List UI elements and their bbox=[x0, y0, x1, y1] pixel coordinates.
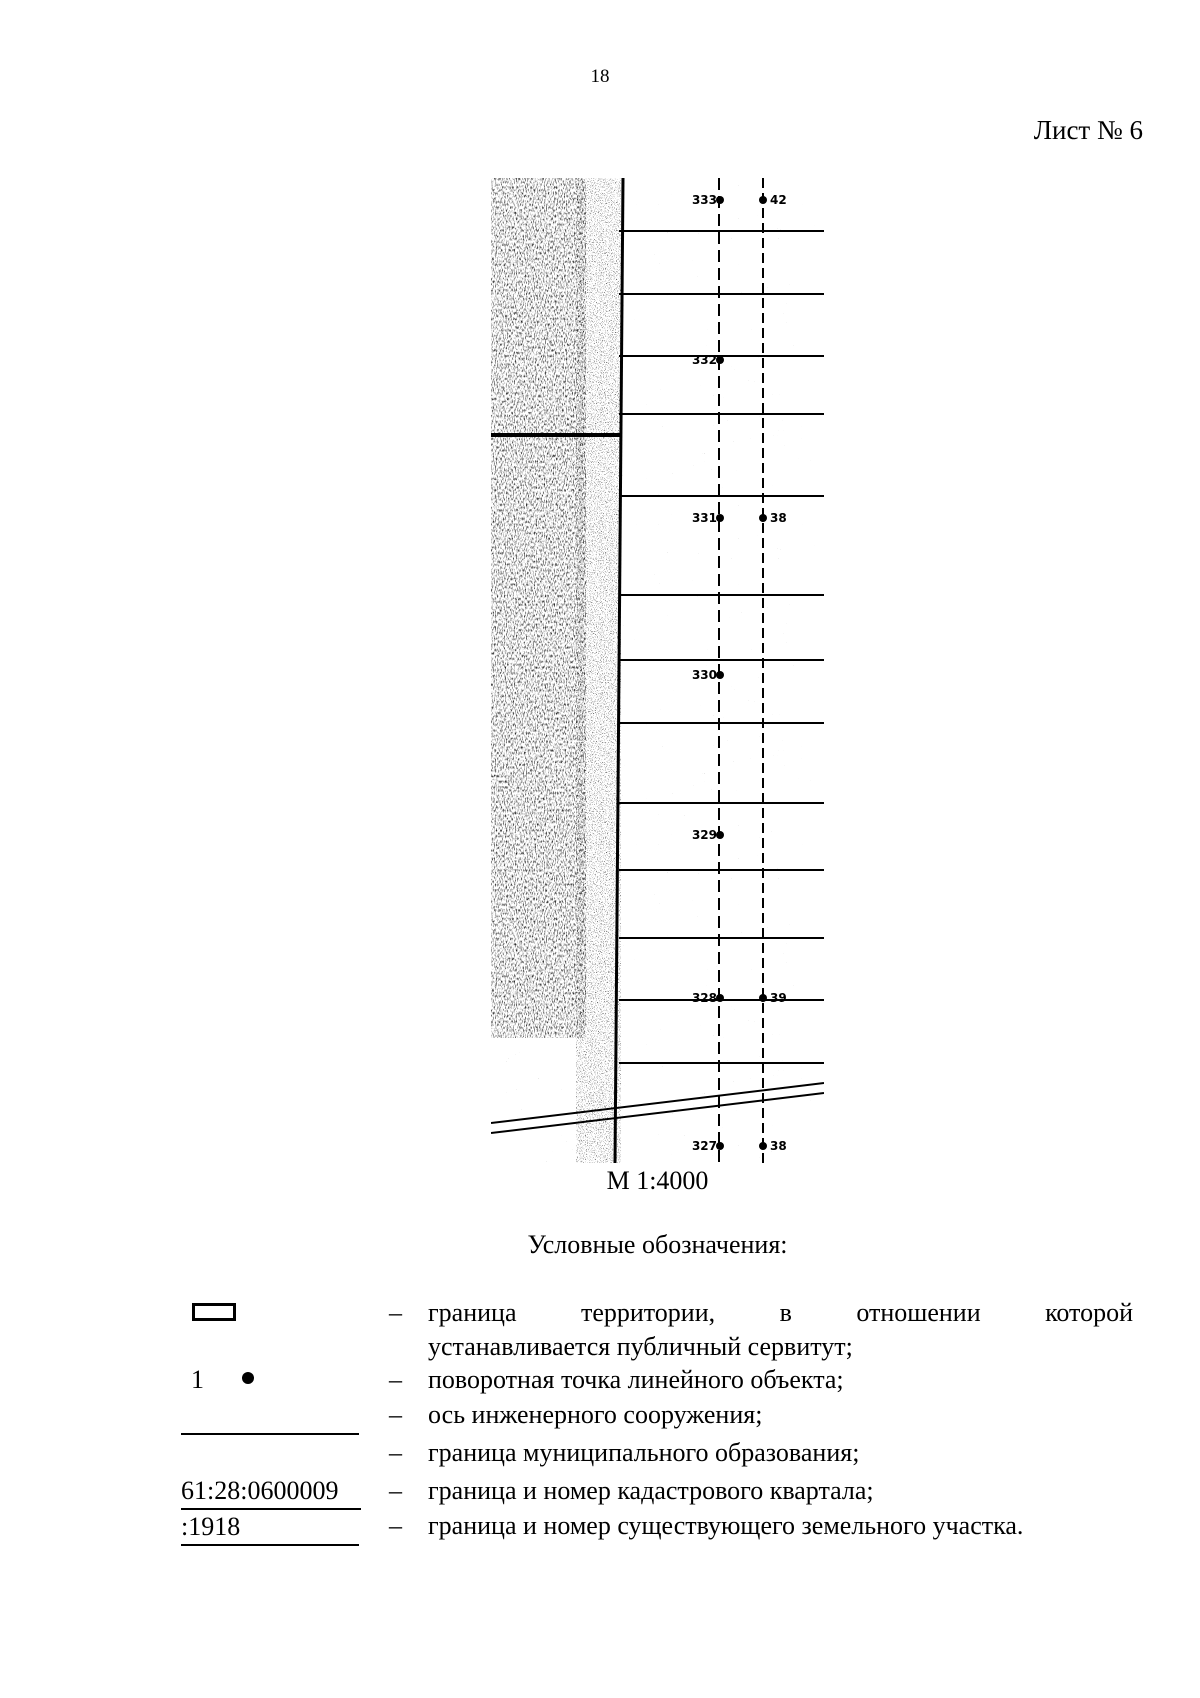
point-label: 38 bbox=[770, 1139, 787, 1153]
legend-symbol-cadastral bbox=[181, 1474, 361, 1546]
legend-text: ось инженерного сооружения; bbox=[428, 1400, 763, 1429]
legend-symbol-boundary-rect bbox=[181, 1296, 361, 1330]
turning-point bbox=[716, 196, 724, 204]
legend-text: граница муниципального образования; bbox=[428, 1438, 860, 1467]
legend-text: граница и номер существующего земельного участка. bbox=[428, 1511, 1024, 1540]
legend-title: Условные обозначения: bbox=[527, 1230, 788, 1259]
point-label: 329 bbox=[691, 828, 717, 842]
legend-dash: – bbox=[389, 1365, 402, 1394]
turning-point bbox=[716, 671, 724, 679]
legend-row-turning-point bbox=[181, 1363, 1133, 1397]
legend-dash: – bbox=[389, 1438, 402, 1467]
point-label: 330 bbox=[691, 668, 717, 682]
point-number: 1 bbox=[191, 1365, 204, 1394]
legend-symbol-point bbox=[181, 1363, 361, 1397]
point-label: 39 bbox=[770, 991, 787, 1005]
dot-icon bbox=[242, 1372, 254, 1384]
point-label: 331 bbox=[691, 511, 717, 525]
legend-text: граница и номер кадастрового квартала; bbox=[428, 1476, 874, 1505]
point-label: 42 bbox=[770, 193, 787, 207]
legend-text: устанавливается публичный сервитут; bbox=[428, 1332, 853, 1361]
map-image bbox=[491, 178, 824, 1163]
legend-dash: – bbox=[389, 1298, 402, 1327]
legend-dash: – bbox=[389, 1400, 402, 1429]
point-label: 333 bbox=[691, 193, 717, 207]
legend-row-municipal bbox=[181, 1436, 1133, 1470]
legend-row-cadastral bbox=[181, 1474, 1133, 1544]
legend-row-servitude bbox=[181, 1296, 1133, 1364]
legend-text: граница территории, в отношении которой bbox=[428, 1298, 1133, 1327]
legend-symbol-municipal-line bbox=[181, 1400, 361, 1434]
turning-point bbox=[759, 1142, 767, 1150]
page-number: 18 bbox=[590, 66, 610, 87]
turning-point bbox=[716, 1142, 724, 1150]
point-label: 327 bbox=[691, 1139, 717, 1153]
point-label: 38 bbox=[770, 511, 787, 525]
turning-point bbox=[716, 831, 724, 839]
turning-point bbox=[759, 514, 767, 522]
legend-dash: – bbox=[389, 1511, 402, 1540]
land-plot-number: :1918 bbox=[181, 1510, 359, 1546]
sheet-label: Лист № 6 bbox=[1033, 115, 1143, 145]
scale-label: М 1:4000 bbox=[606, 1166, 709, 1195]
turning-point bbox=[759, 196, 767, 204]
point-label: 332 bbox=[691, 353, 717, 367]
turning-point bbox=[759, 994, 767, 1002]
legend-dash: – bbox=[389, 1476, 402, 1505]
turning-point bbox=[716, 356, 724, 364]
turning-point bbox=[716, 514, 724, 522]
legend-text: поворотная точка линейного объекта; bbox=[428, 1365, 844, 1394]
point-label: 328 bbox=[691, 991, 717, 1005]
turning-point bbox=[716, 994, 724, 1002]
cadastral-quarter-number: 61:28:0600009 bbox=[181, 1474, 361, 1510]
